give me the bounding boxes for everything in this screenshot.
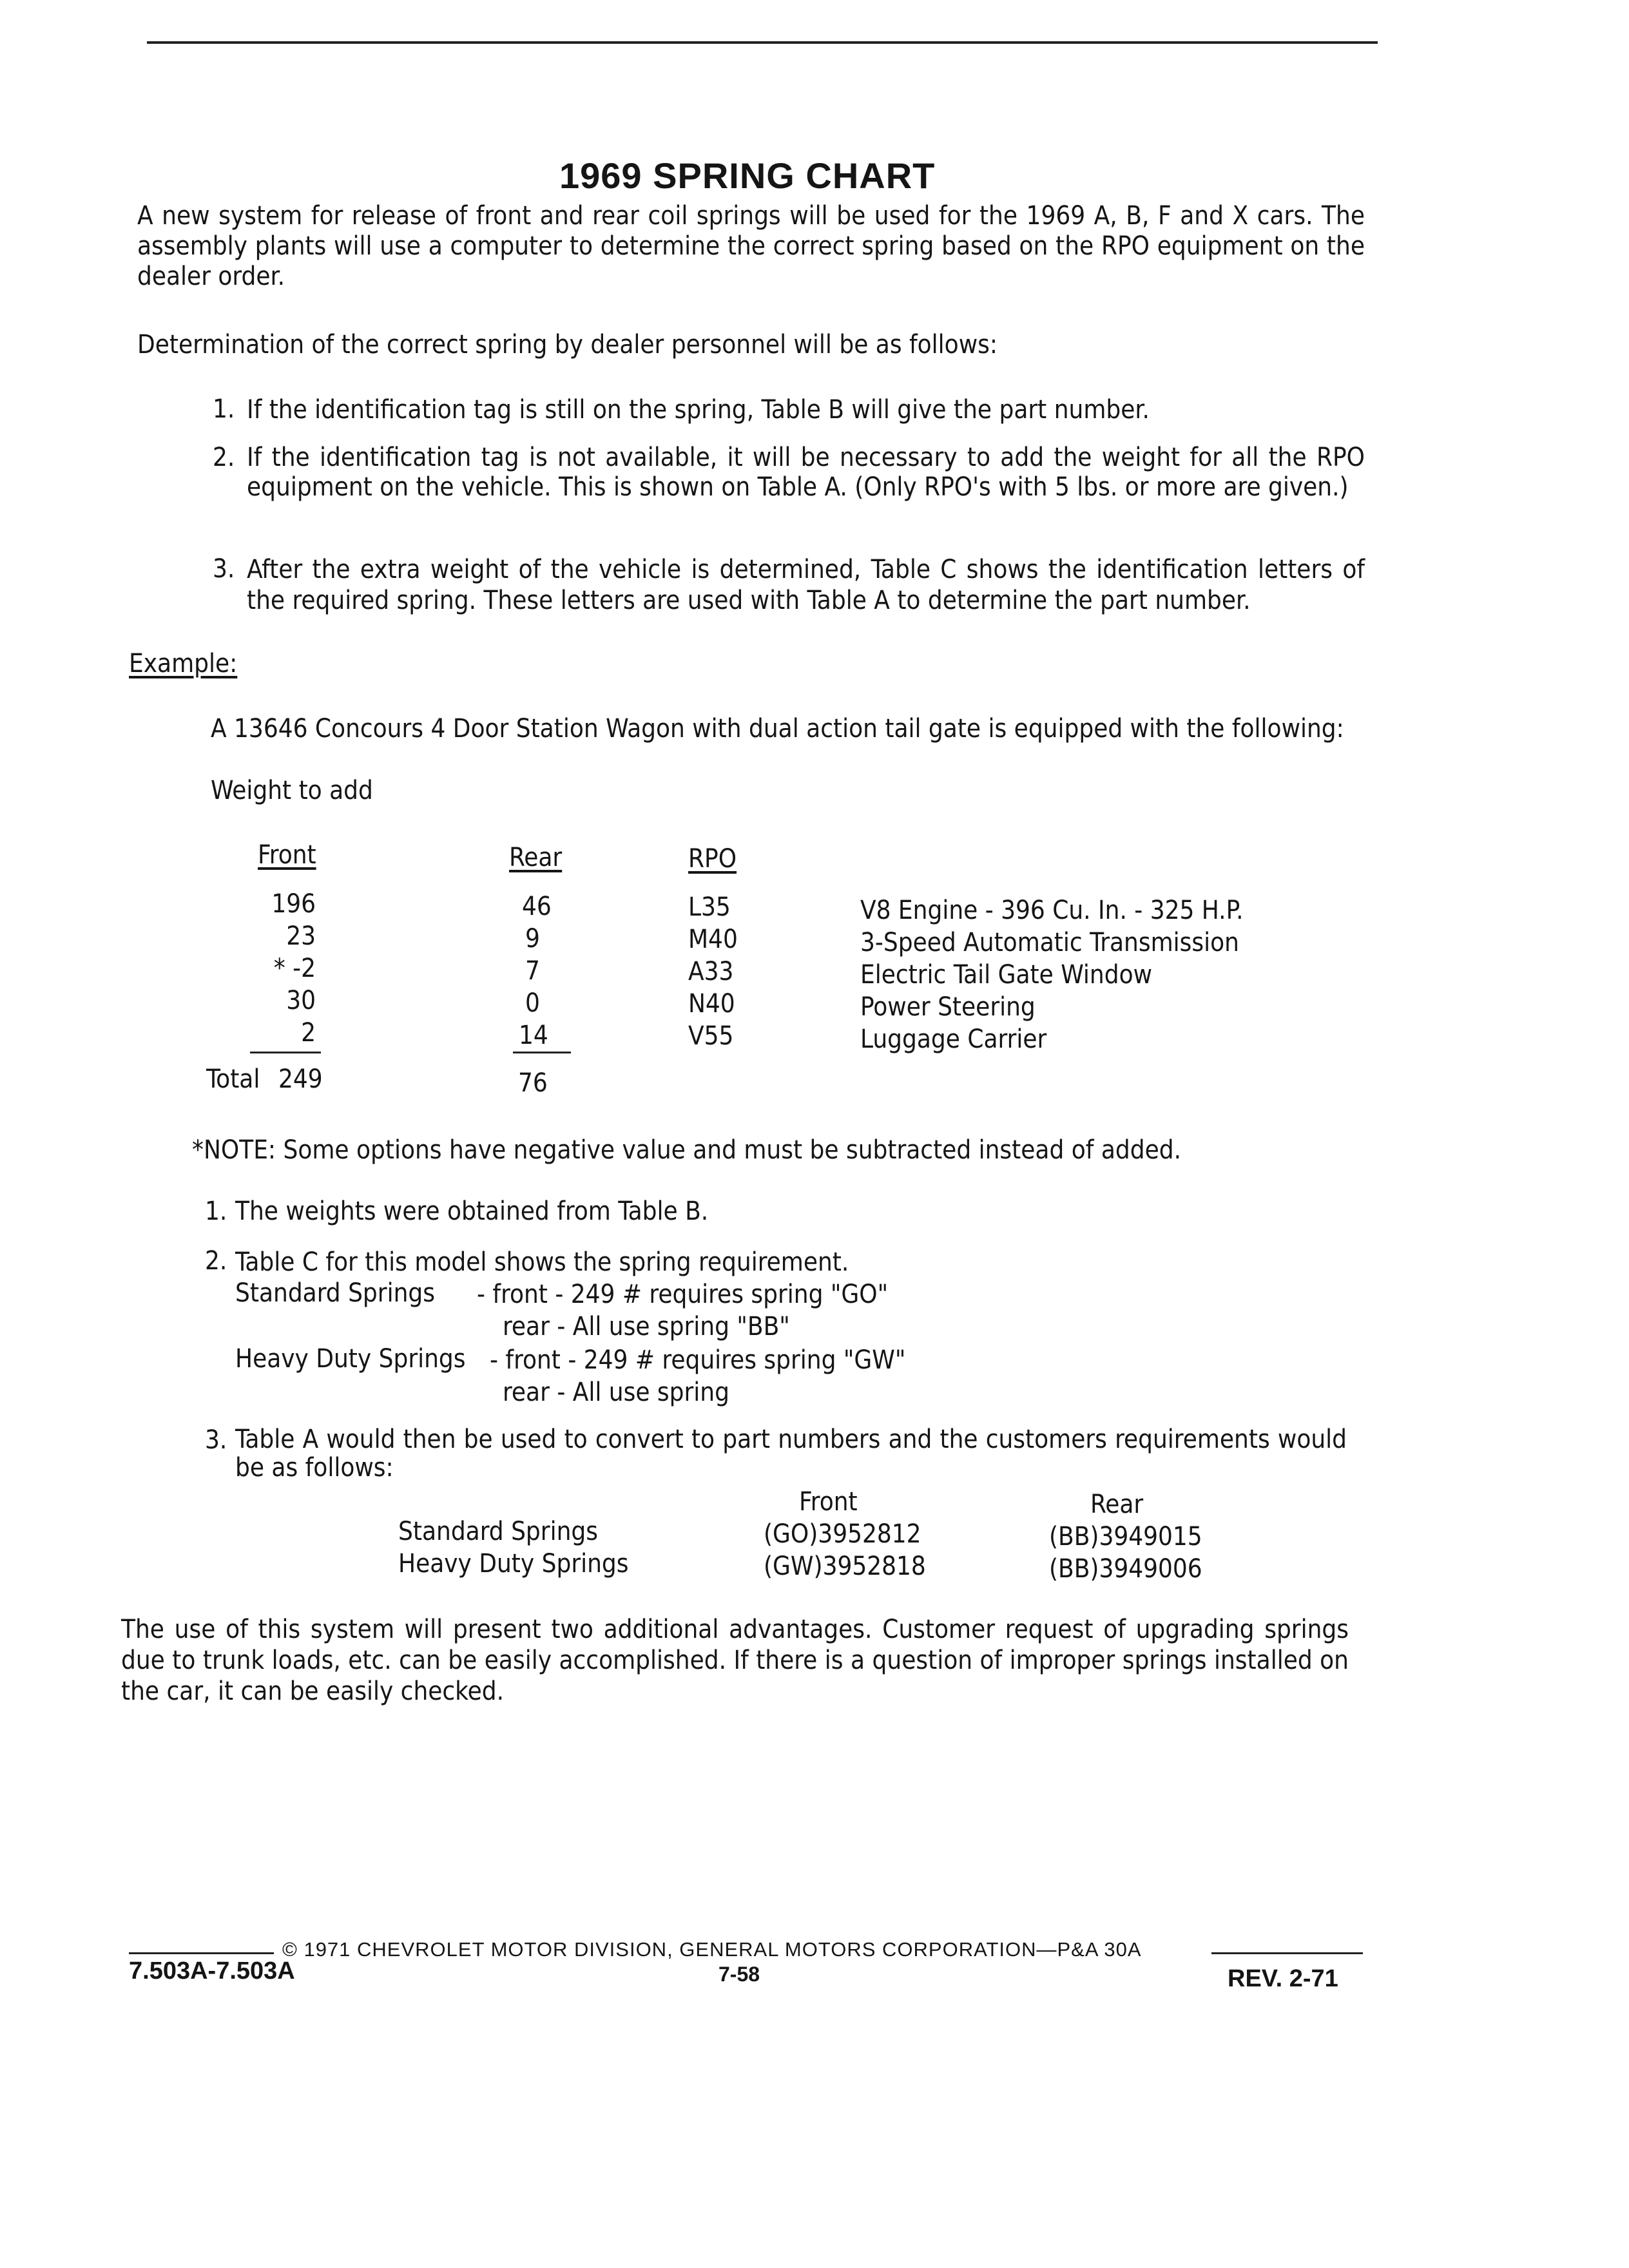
weights-row-1-rear: 46 (522, 892, 552, 921)
front-sum-rule (250, 1052, 321, 1053)
example-label: Example: (129, 649, 238, 678)
weights-row-2-rpo: M40 (688, 925, 738, 954)
page-title: 1969 SPRING CHART (559, 155, 936, 196)
std-front-req: - front - 249 # requires spring "GO" (477, 1280, 889, 1309)
parts-row-2-rear: (BB)3949006 (1049, 1554, 1202, 1584)
total-label: Total (206, 1064, 260, 1094)
weights-row-5-desc: Luggage Carrier (860, 1024, 1047, 1054)
weights-row-1-desc: V8 Engine - 396 Cu. In. - 325 H.P. (860, 896, 1244, 925)
weights-row-3-front: * -2 (273, 954, 316, 983)
weights-row-1-rpo: L35 (688, 892, 731, 922)
weights-row-5-front: 2 (301, 1018, 316, 1048)
parts-header-rear: Rear (1090, 1490, 1144, 1519)
std-rear-req: rear - All use spring "BB" (503, 1312, 790, 1341)
note-text: *NOTE: Some options have negative value and must be subtracted instead of added. (192, 1135, 1182, 1165)
step-1-number: 1. (213, 394, 235, 424)
weights-row-4-desc: Power Steering (860, 992, 1036, 1022)
footer-revision: REV. 2-71 (1228, 1965, 1338, 1992)
weights-row-4-front: 30 (286, 986, 316, 1015)
weights-header-rear: Rear (509, 843, 563, 872)
weights-row-2-desc: 3-Speed Automatic Transmission (860, 928, 1239, 957)
rear-sum-rule (513, 1052, 571, 1053)
weights-header-rpo: RPO (688, 844, 737, 874)
std-springs-label: Standard Springs (235, 1278, 435, 1308)
parts-row-1-rear: (BB)3949015 (1049, 1522, 1202, 1552)
intro-paragraph: A new system for release of front and rear coil springs will be used for the 1969 A, B, F and X cars. The assembly plants will use a computer to determine the correct spring based on the RPO equipment on the dealer order. (137, 201, 1365, 291)
weights-row-3-desc: Electric Tail Gate Window (860, 960, 1153, 990)
top-rule (147, 41, 1378, 44)
step-1-text: If the identification tag is still on the spring, Table B will give the part number. (247, 395, 1150, 425)
weights-row-2-front: 23 (286, 921, 316, 951)
parts-row-2-front: (GW)3952818 (764, 1552, 926, 1581)
example-text: A 13646 Concours 4 Door Station Wagon with dual action tail gate is equipped with the following: (211, 714, 1344, 744)
weights-row-5-rear: 14 (519, 1021, 548, 1050)
weights-row-4-rpo: N40 (688, 989, 735, 1019)
step-3-text: After the extra weight of the vehicle is determined, Table C shows the identification letters of the required spring. These letters are used with Table A to determine the part number. (247, 555, 1365, 615)
weights-row-1-front: 196 (271, 889, 316, 919)
result-1-number: 1. (205, 1196, 227, 1226)
parts-header-front: Front (799, 1487, 858, 1517)
hd-front-req: - front - 249 # requires spring "GW" (490, 1345, 906, 1375)
weights-header-front: Front (258, 840, 316, 870)
result-1-text: The weights were obtained from Table B. (235, 1196, 709, 1226)
total-rear: 76 (518, 1068, 548, 1098)
result-3-text: Table A would then be used to convert to part numbers and the customers requirements would be as follows: (235, 1425, 1347, 1483)
weights-row-3-rear: 7 (525, 956, 540, 986)
weight-to-add-label: Weight to add (211, 776, 373, 805)
determination-text: Determination of the correct spring by dealer personnel will be as follows: (137, 330, 998, 360)
result-2-number: 2. (205, 1246, 227, 1276)
step-3-number: 3. (213, 554, 235, 584)
weights-row-2-rear: 9 (525, 924, 540, 954)
step-2-text: If the identification tag is not available, it will be necessary to add the weight for all the RPO equipment on the vehicle. This is shown on Table A. (Only RPO's with 5 lbs. or more are given.) (247, 443, 1365, 502)
footer-rule-right (1211, 1952, 1363, 1954)
closing-paragraph: The use of this system will present two additional advantages. Customer request of upgrading springs due to trunk loads, etc. can be easily accomplished. If there is a question of improper springs installed on the car, it can be easily checked. (121, 1615, 1349, 1706)
footer-code: 7.503A-7.503A (129, 1957, 295, 1984)
result-3-number: 3. (205, 1425, 227, 1455)
parts-row-1-label: Standard Springs (398, 1517, 598, 1546)
hd-rear-req: rear - All use spring (503, 1378, 729, 1407)
footer-rule-left (129, 1952, 274, 1954)
weights-row-5-rpo: V55 (688, 1021, 734, 1051)
footer-copyright: © 1971 CHEVROLET MOTOR DIVISION, GENERAL MOTORS CORPORATION—P&A 30A (282, 1938, 1142, 1961)
footer-page-number: 7-58 (718, 1963, 760, 1986)
result-2-text: Table C for this model shows the spring requirement. (235, 1247, 849, 1277)
total-front: 249 (278, 1064, 323, 1094)
weights-row-4-rear: 0 (525, 988, 540, 1018)
weights-row-3-rpo: A33 (688, 957, 734, 986)
hd-springs-label: Heavy Duty Springs (235, 1344, 466, 1374)
step-2-number: 2. (213, 443, 235, 472)
parts-row-1-front: (GO)3952812 (764, 1519, 921, 1549)
parts-row-2-label: Heavy Duty Springs (398, 1549, 629, 1579)
